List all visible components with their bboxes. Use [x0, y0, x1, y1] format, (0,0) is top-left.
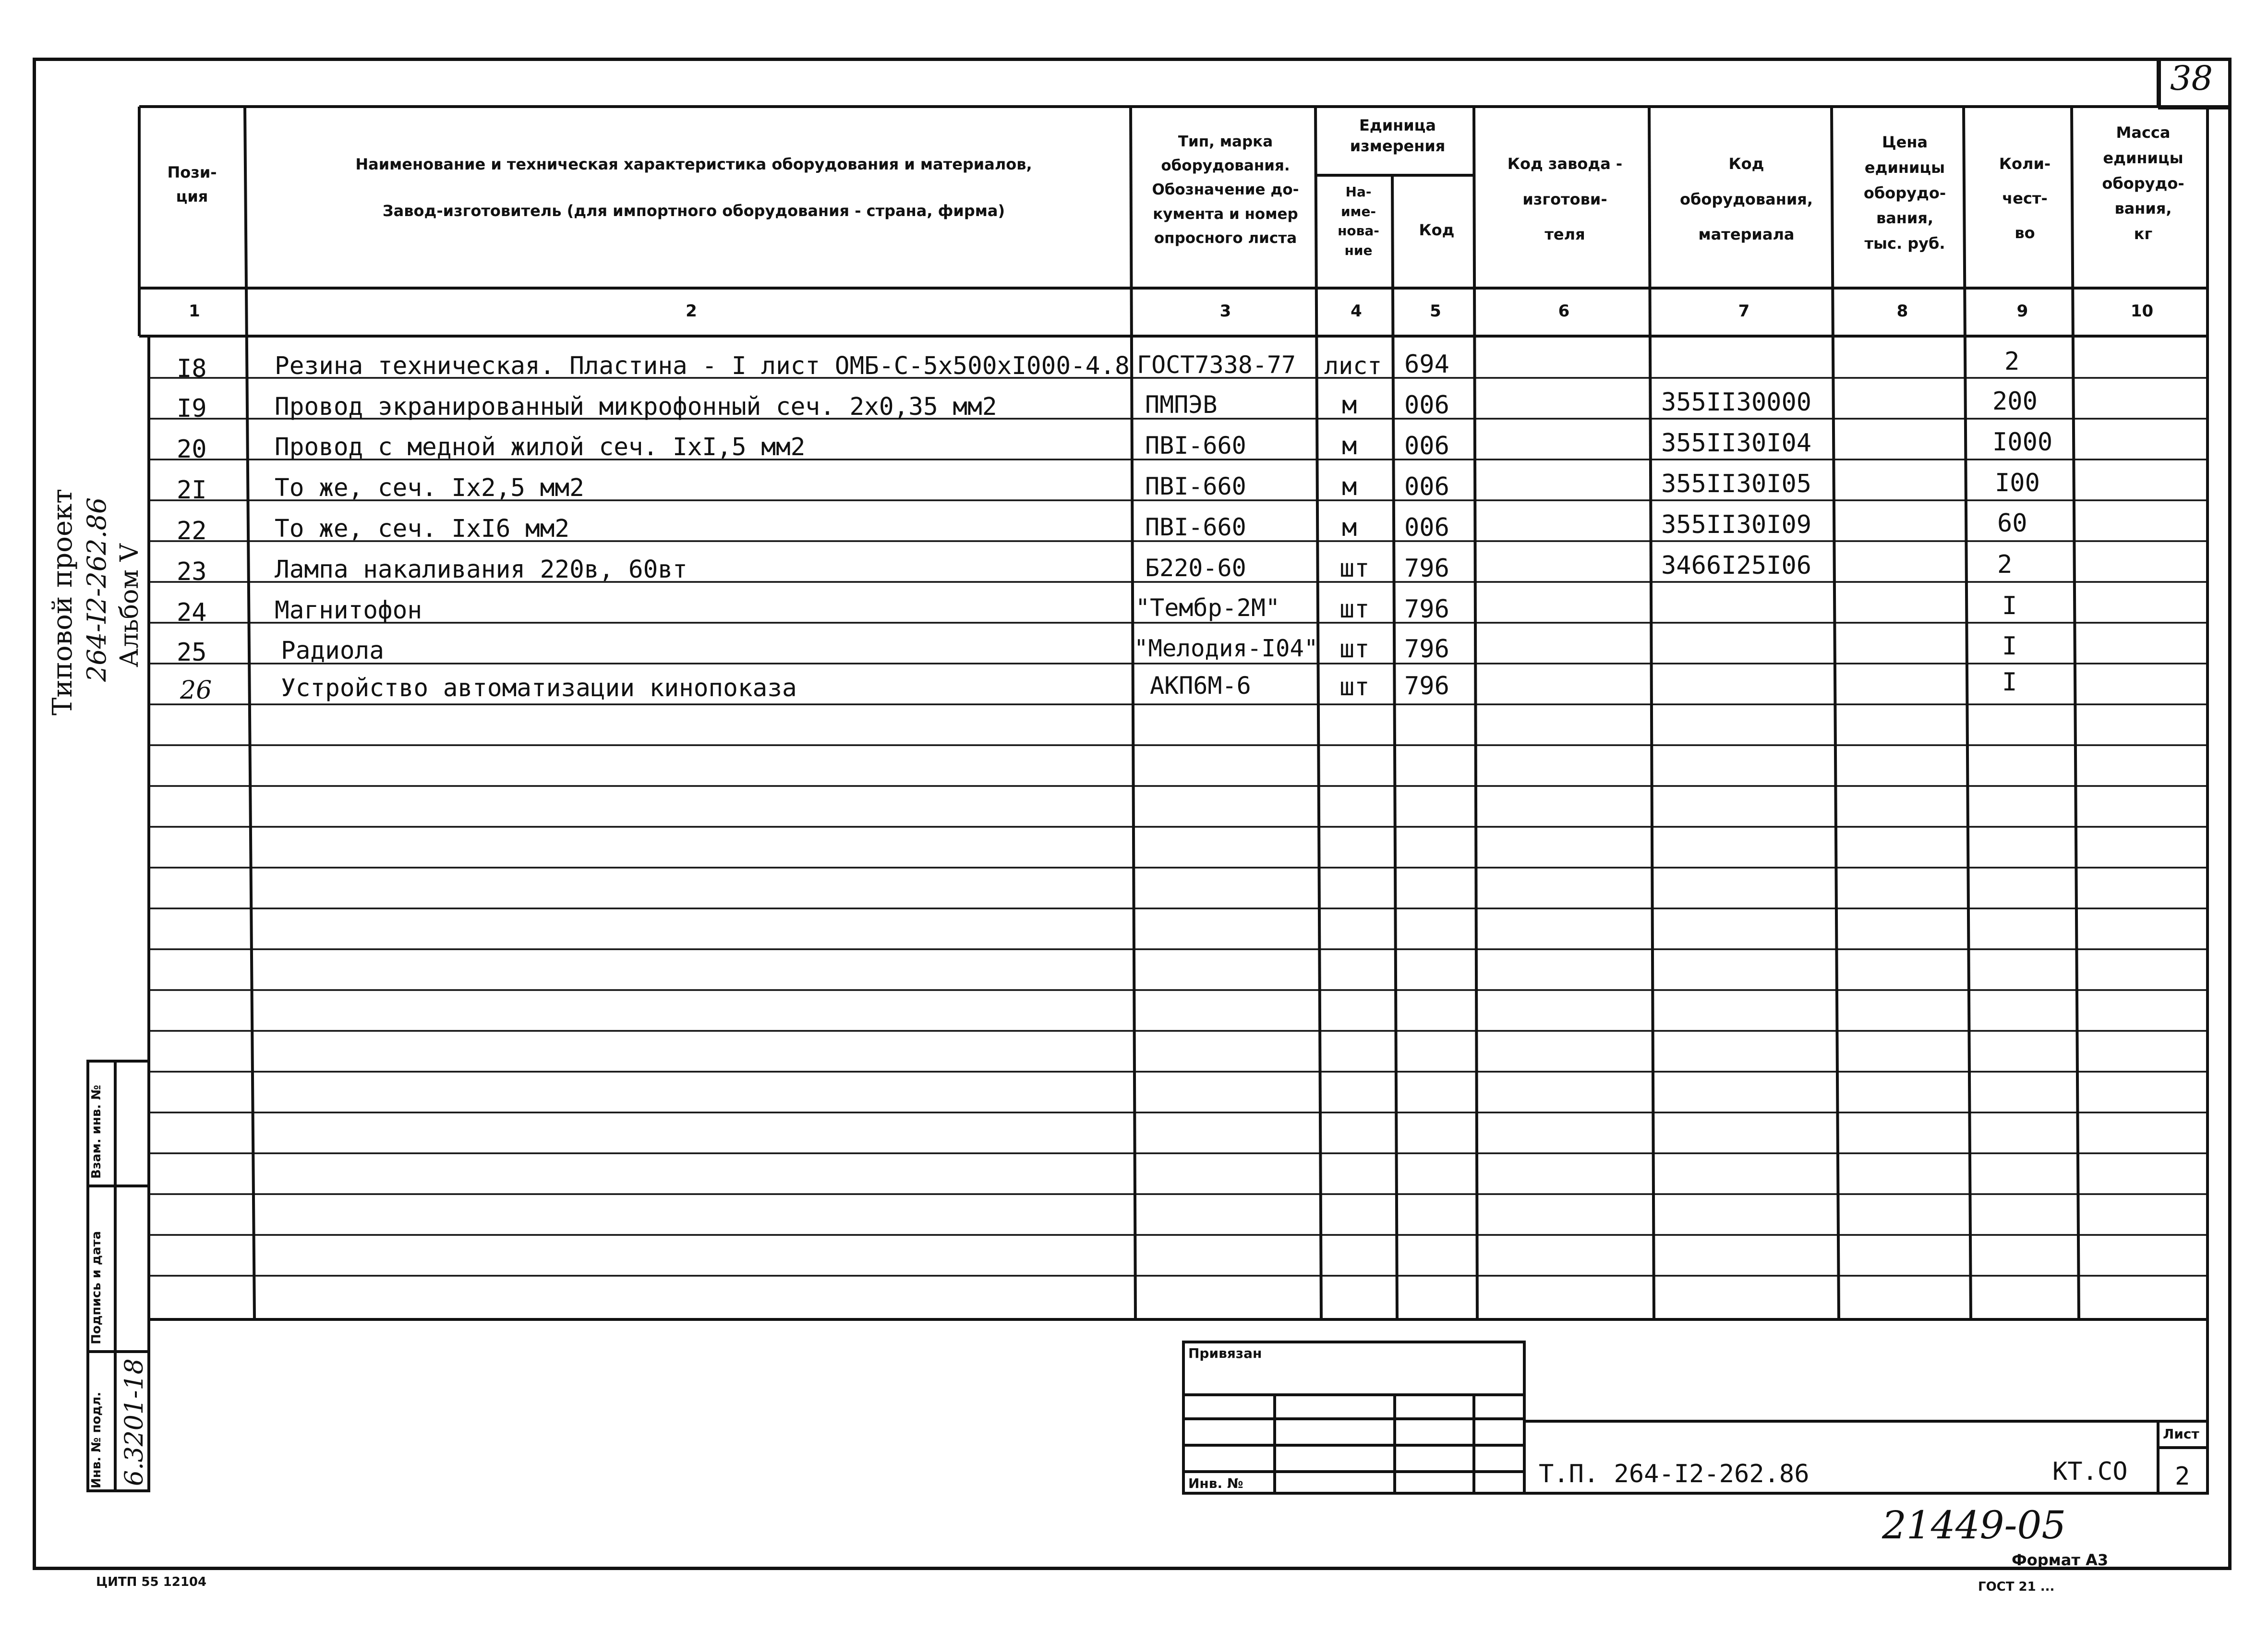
row-quantity: I: [2002, 668, 2017, 697]
row-unit: м: [1342, 432, 1357, 460]
handwritten-number: 21449-05: [1882, 1503, 2066, 1547]
row-quantity: I: [2002, 632, 2017, 661]
stamp-swap-label: Взам. инв. №: [89, 1085, 104, 1179]
footer-printer: ЦИТП 55 12104: [96, 1575, 207, 1589]
row-type: ПВI-660: [1145, 472, 1246, 500]
row-type: ГОСТ7338-77: [1137, 351, 1296, 379]
column-number-7: 7: [1738, 302, 1750, 321]
column-number-8: 8: [1896, 302, 1908, 321]
header-unit-name: На- име- нова- ние: [1338, 184, 1379, 258]
row-equipment-code: 355II30000: [1661, 388, 1812, 417]
header-maker-code: Код завода - изготови- теля: [1507, 155, 1623, 244]
bound-title: Привязан: [1188, 1345, 1262, 1361]
row-quantity: 2: [1997, 550, 2013, 579]
column-number-2: 2: [686, 302, 697, 321]
row-name: Магнитофон: [275, 596, 422, 625]
row-unit-code: 796: [1404, 554, 1449, 583]
bound-inv: Инв. №: [1188, 1475, 1243, 1491]
stamp-inv-value: 6.3201-18: [120, 1358, 149, 1486]
row-type: ПВI-660: [1145, 432, 1246, 459]
stamp-sign-label: Подпись и дата: [89, 1231, 104, 1344]
stamp-inv-label: Инв. № подл.: [89, 1391, 104, 1488]
row-equipment-code: 355II30I04: [1661, 429, 1812, 458]
row-name: Провод экранированный микрофонный сеч. 2х0,35 мм2: [275, 393, 997, 421]
row-position: 26: [180, 676, 212, 705]
row-unit: м: [1342, 513, 1357, 542]
row-equipment-code: 355II30I05: [1661, 470, 1812, 498]
row-type: "Мелодия-I04": [1134, 635, 1318, 662]
row-quantity: I: [2002, 592, 2017, 620]
row-unit-code: 796: [1404, 595, 1449, 624]
footer-standard: ГОСТ 21 ...: [1978, 1580, 2055, 1594]
footer-format: Формат А3: [2012, 1551, 2109, 1569]
row-unit-code: 694: [1404, 350, 1449, 379]
doc-code: КТ.СО: [2052, 1457, 2128, 1486]
row-unit-code: 006: [1404, 391, 1449, 420]
header-equipment-code: Код оборудования, материала: [1680, 155, 1813, 244]
sheet-number: 2: [2175, 1462, 2190, 1491]
row-type: Б220-60: [1145, 554, 1246, 582]
row-unit: шт: [1339, 595, 1370, 624]
row-unit-code: 796: [1404, 672, 1449, 701]
row-name: Устройство автоматизации кинопоказа: [281, 674, 797, 702]
row-type: "Тембр-2М": [1135, 594, 1280, 622]
row-position: 22: [177, 517, 207, 545]
side-title-line1: Типовой проект: [47, 488, 78, 715]
sheet-label: Лист: [2163, 1426, 2199, 1442]
column-number-5: 5: [1430, 302, 1441, 321]
column-number-10: 10: [2130, 302, 2154, 321]
column-number-1: 1: [189, 302, 200, 321]
column-number-9: 9: [2016, 302, 2028, 321]
sheet-corner-number: 38: [2170, 59, 2213, 98]
column-number-6: 6: [1558, 302, 1570, 321]
row-unit: лист: [1324, 352, 1382, 380]
header-quantity: Коли- чест- во: [1999, 155, 2051, 242]
header-name-line2: Завод-изготовитель (для импортного оборудования - страна, фирма): [382, 202, 1005, 220]
side-title-line2: 264-I2-262.86: [82, 497, 112, 682]
row-unit-code: 006: [1404, 432, 1449, 460]
row-position: 24: [177, 598, 207, 627]
row-equipment-code: 3466I25I06: [1661, 551, 1812, 580]
column-number-4: 4: [1351, 302, 1362, 321]
row-unit: шт: [1339, 635, 1370, 664]
side-title-line3: Альбом V: [115, 544, 144, 667]
column-number-3: 3: [1219, 302, 1231, 321]
row-name: Провод с медной жилой сеч. IхI,5 мм2: [275, 433, 806, 461]
row-unit-code: 006: [1404, 472, 1449, 501]
row-equipment-code: 355II30I09: [1661, 510, 1812, 539]
row-type: АКП6М-6: [1150, 672, 1251, 700]
row-quantity: 60: [1997, 509, 2027, 538]
doc-number: Т.П. 264-I2-262.86: [1539, 1460, 1810, 1488]
row-name: Радиола: [281, 637, 384, 665]
row-unit: шт: [1339, 673, 1370, 701]
header-type: Тип, марка оборудования. Обозначение до- кумента и номер опросного листа: [1152, 133, 1299, 247]
row-position: 25: [177, 638, 207, 667]
row-position: 2I: [177, 476, 207, 505]
row-position: 20: [177, 435, 207, 464]
row-unit: м: [1342, 472, 1357, 501]
header-unit-code: Код: [1419, 221, 1455, 239]
header-unit-group: Единица измерения: [1350, 116, 1446, 156]
row-position: I9: [177, 394, 207, 423]
row-position: 23: [177, 557, 207, 586]
row-name: То же, сеч. Iх2,5 мм2: [275, 474, 584, 502]
row-unit: шт: [1339, 554, 1370, 583]
row-unit-code: 796: [1404, 635, 1449, 664]
header-name-line1: Наименование и техническая характеристика оборудования и материалов,: [355, 155, 1032, 173]
row-unit-code: 006: [1404, 513, 1449, 542]
row-name: Резина техническая. Пластина - I лист ОМБ-С-5х500хI000-4.8: [275, 352, 1130, 380]
header-position: Пози- ция: [167, 163, 217, 206]
row-quantity: I00: [1995, 469, 2040, 497]
header-price: Цена единицы оборудо- вания, тыс. руб.: [1863, 133, 1946, 253]
row-name: Лампа накаливания 220в, 60вт: [275, 556, 688, 584]
row-position: I8: [177, 354, 207, 383]
row-type: ПМПЭВ: [1145, 391, 1218, 419]
header-mass: Масса единицы оборудо- вания, кг: [2102, 123, 2184, 243]
row-quantity: I000: [1992, 428, 2053, 457]
row-type: ПВI-660: [1145, 513, 1246, 541]
row-unit: м: [1342, 391, 1357, 420]
row-name: То же, сеч. IхI6 мм2: [275, 515, 570, 543]
row-quantity: 2: [2004, 347, 2020, 376]
row-quantity: 200: [1992, 387, 2038, 416]
